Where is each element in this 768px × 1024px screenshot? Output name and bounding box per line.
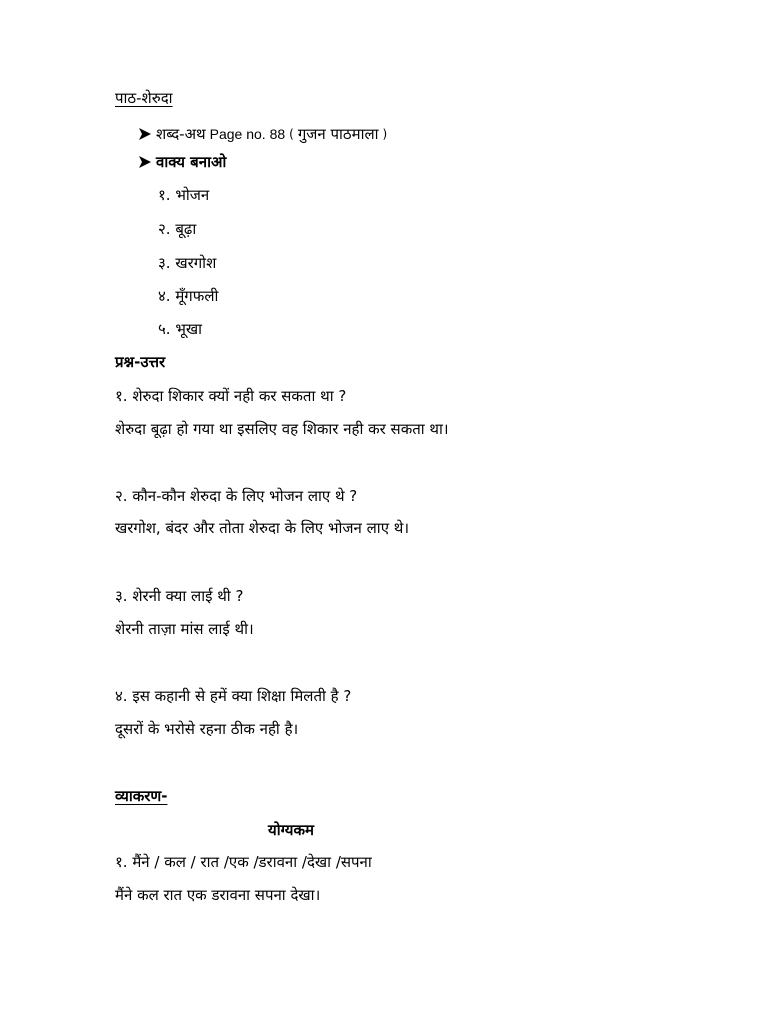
grammar-subheading: योग्यकम [268, 821, 314, 839]
page-number: Page no. 88 [209, 126, 286, 142]
book-name: गुजन पाठमाला [297, 125, 379, 143]
arrow-bullet-icon [138, 127, 152, 141]
make-sentences-label: वाक्य बनाओ [156, 153, 227, 171]
qa-heading: प्रश्न-उत्तर [115, 353, 166, 371]
word-item: ३. खरगोश [158, 254, 217, 272]
paren-open: ( [289, 127, 294, 141]
answer: दूसरों के भरोसे रहना ठीक नही है। [115, 720, 299, 738]
question: ३. शेरनी क्या लाई थी ? [115, 587, 244, 605]
question: २. कौन-कौन शेरुदा के लिए भोजन लाए थे ? [115, 487, 358, 505]
answer: शेरुदा बूढ़ा हो गया था इसलिए वह शिकार नही कर सकता था। [115, 420, 449, 438]
arrow-bullet-icon [138, 155, 152, 169]
word-item: १. भोजन [158, 186, 210, 204]
jumbled-sentence: १. मैंने / कल / रात /एक /डरावना /देखा /सपना [115, 853, 372, 871]
word-meaning-label: शब्द-अथ [156, 125, 206, 143]
ordered-sentence: मैंने कल रात एक डरावना सपना देखा। [115, 886, 321, 904]
word-item: ४. मूँगफली [158, 287, 219, 305]
answer: खरगोश, बंदर और तोता शेरुदा के लिए भोजन लाए थे। [115, 519, 410, 537]
question: १. शेरुदा शिकार क्यों नही कर सकता था ? [115, 387, 347, 405]
bullet-word-meaning [138, 124, 387, 144]
bullet-make-sentences [138, 152, 226, 172]
word-item: ५. भूखा [158, 320, 203, 338]
question: ४. इस कहानी से हमें क्या शिक्षा मिलती है ? [115, 687, 352, 705]
answer: शेरनी ताज़ा मांस लाई थी। [115, 620, 254, 638]
grammar-heading: व्याकरण- [115, 787, 168, 805]
lesson-title: पाठ-शेरुदा [115, 89, 173, 107]
word-item: २. बूढ़ा [158, 220, 197, 238]
paren-close: ) [382, 127, 388, 141]
